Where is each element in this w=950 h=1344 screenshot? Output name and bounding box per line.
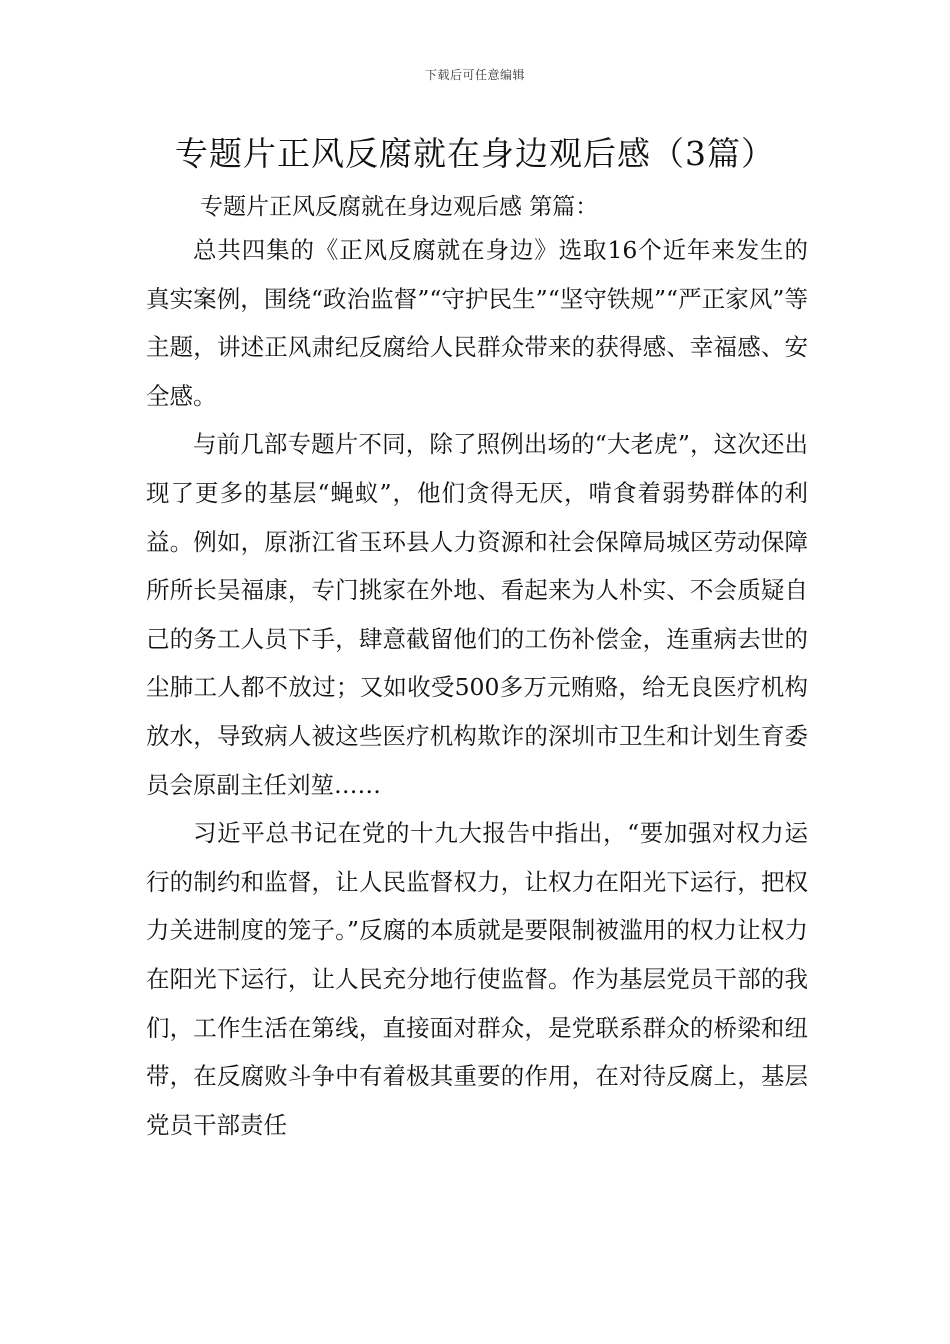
paragraph-1: 总共四集的《正风反腐就在身边》选取16个近年来发生的真实案例，围绕“政治监督”“守护民生”“坚守铁规”“严正家风”等主题，讲述正风肃纪反腐给人民群众带来的获得感、幸福感、安全感。 [146,236,808,410]
paragraph-3: 习近平总书记在党的十九大报告中指出，“要加强对权力运行的制约和监督，让人民监督权力，让权力在阳光下运行，把权力关进制度的笼子。”反腐的本质就是要限制被滥用的权力让权力在阳光下运行，让人民充分地行使监督。作为基层党员干部的我们，工作生活在第线，直接面对群众，是党联系群众的桥梁和纽带，在反腐败斗争中有着极其重要的作用，在对待反腐上，基层党员干部责任 [146,819,808,1139]
header-note: 下载后可任意编辑 [424,68,525,82]
body-text [146,226,808,1149]
section-subtitle: 专题片正风反腐就在身边观后感 第篇： [200,194,599,220]
document-title: 专题片正风反腐就在身边观后感（3篇） [175,134,775,173]
paragraph-2: 与前几部专题片不同，除了照例出场的“大老虎”，这次还出现了更多的基层“蝇蚁”，他们贪得无厌，啃食着弱势群体的利益。例如，原浙江省玉环县人力资源和社会保障局城区劳动保障所所长吴福康，专门挑家在外地、看起来为人朴实、不会质疑自己的务工人员下手，肆意截留他们的工伤补偿金，连重病去世的尘肺工人都不放过；又如收受500多万元贿赂，给无良医疗机构放水，导致病人被这些医疗机构欺诈的深圳市卫生和计划生育委员会原副主任刘堃…… [146,430,808,799]
